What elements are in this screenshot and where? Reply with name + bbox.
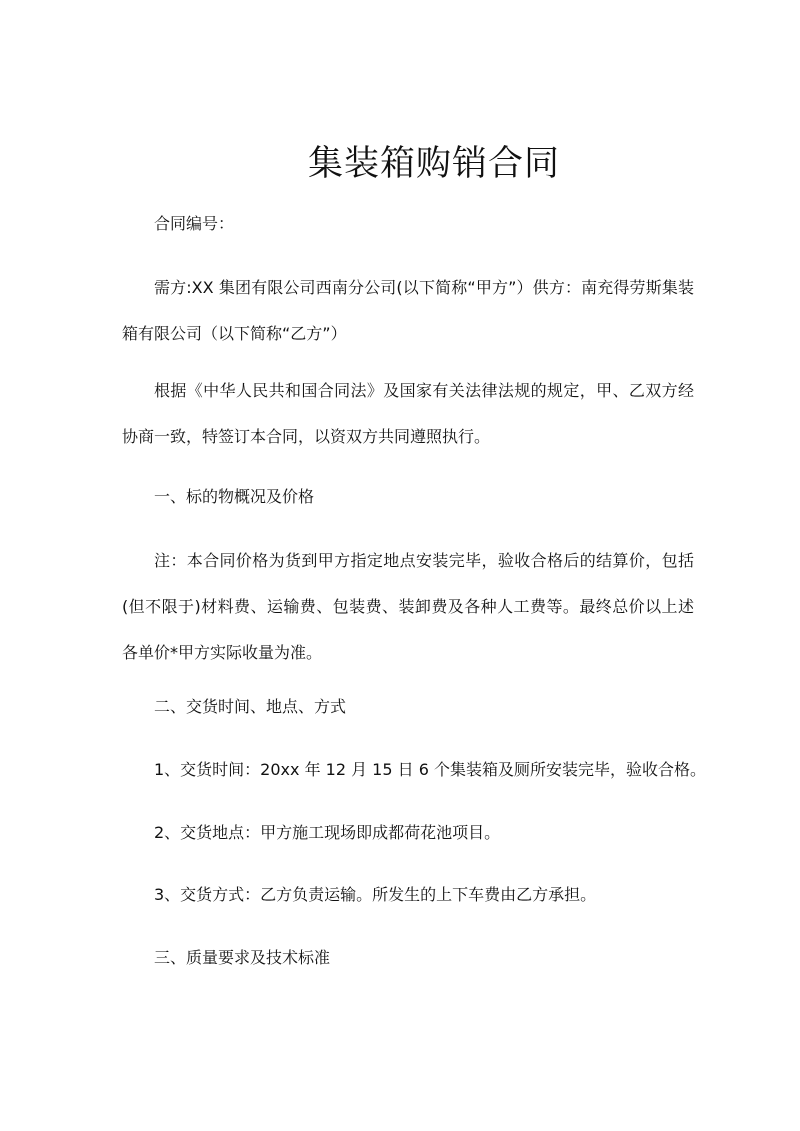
section-3-heading: 三、质量要求及技术标准 [154, 948, 331, 967]
section-2-heading: 二、交货时间、地点、方式 [154, 697, 347, 716]
contract-number-label: 合同编号： [154, 214, 235, 233]
section-2-item: 1、交货时间：20xx 年 12 月 15 日 6 个集装箱及厕所安装完毕，验收合格。 [154, 760, 706, 779]
parties-paragraph: 需方:XX 集团有限公司西南分公司(以下简称“甲方”）供方：南充得劳斯集装箱有限公司（以下简称“乙方”） [122, 278, 694, 343]
section-1-heading: 一、标的物概况及价格 [154, 487, 315, 506]
section-1-note: 注：本合同价格为货到甲方指定地点安装完毕，验收合格后的结算价，包括(但不限于)材料费、运输费、包装费、装卸费及各种人工费等。最终总价以上述各单价*甲方实际收量为准。 [122, 551, 694, 662]
document-title: 集装箱购销合同 [307, 144, 560, 185]
preamble-paragraph: 根据《中华人民共和国合同法》及国家有关法律法规的规定，甲、乙双方经协商一致，特签订本合同，以资双方共同遵照执行。 [122, 381, 694, 446]
section-2-item: 2、交货地点：甲方施工现场即成都荷花池项目。 [154, 823, 501, 842]
section-2-item: 3、交货方式：乙方负责运输。所发生的上下车费由乙方承担。 [154, 885, 597, 904]
